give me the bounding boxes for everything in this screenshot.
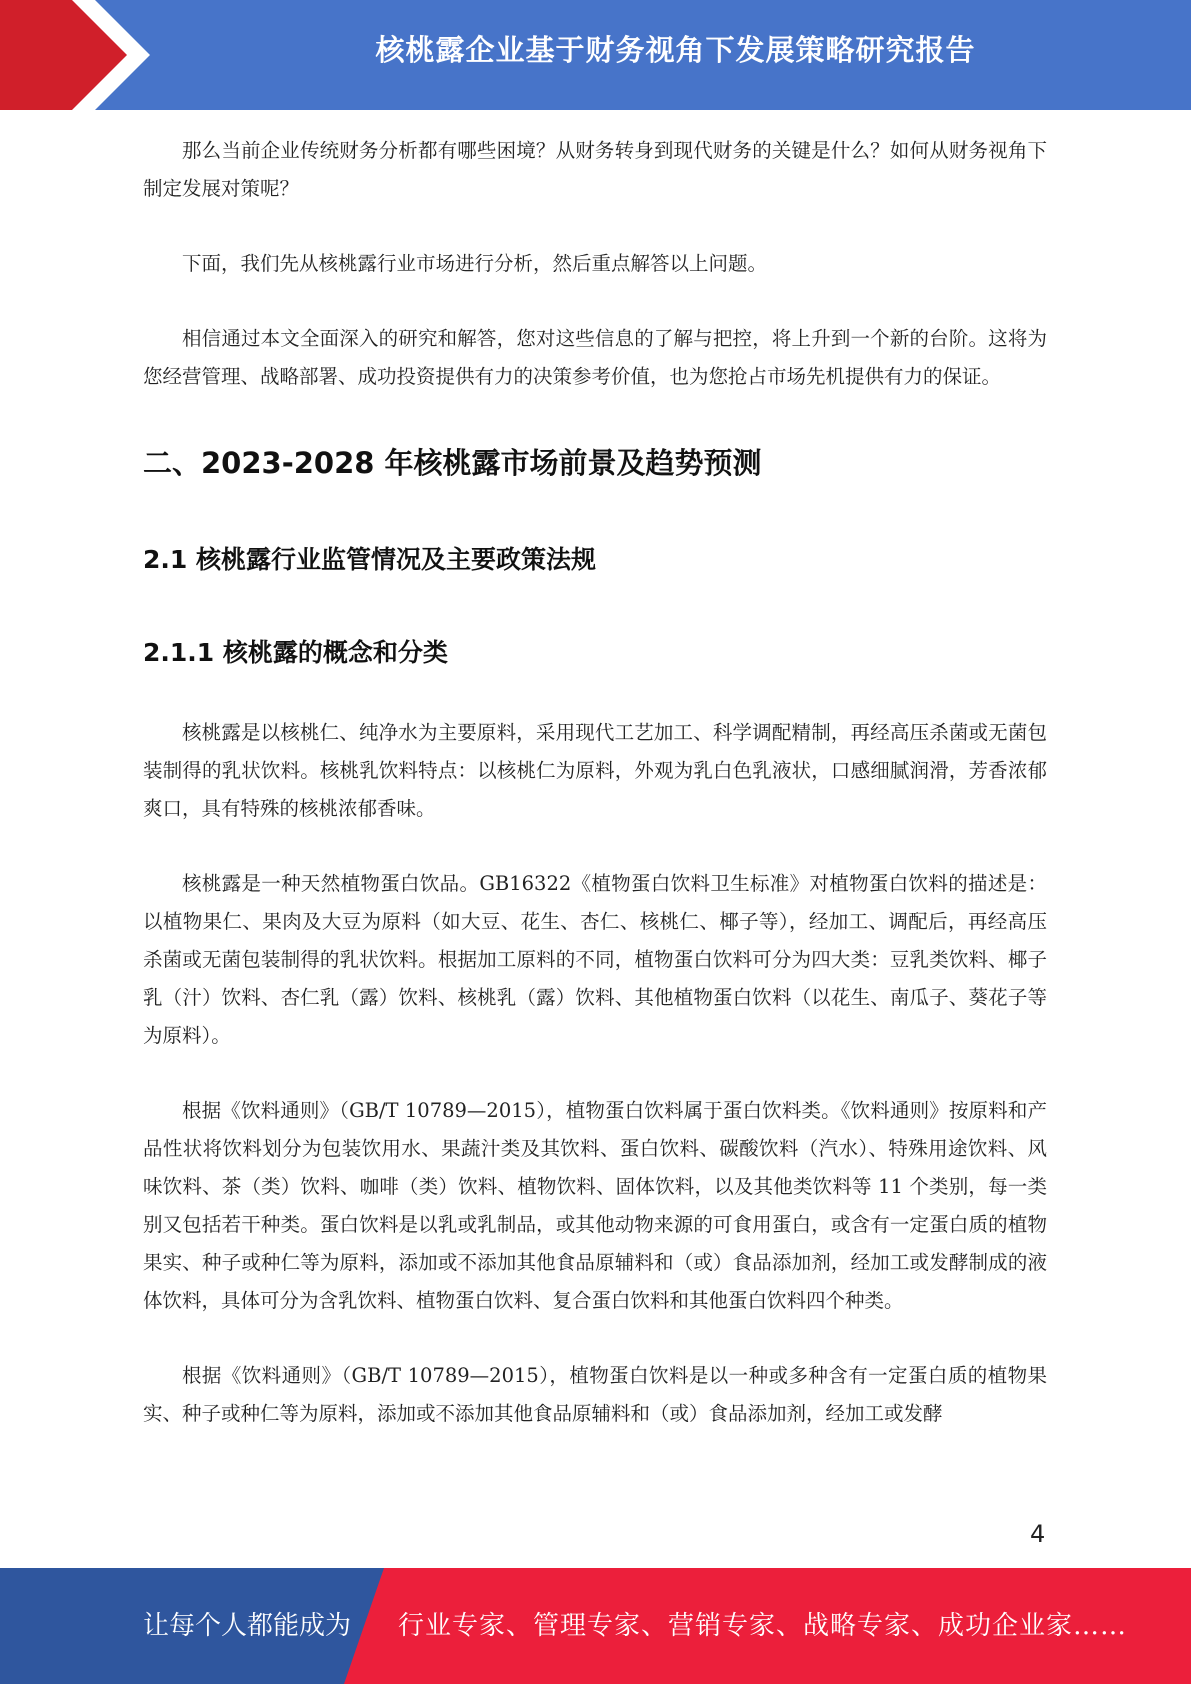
- subsection-heading-2-1-1: 2.1.1 核桃露的概念和分类: [143, 638, 448, 667]
- main-content: [143, 132, 1047, 1433]
- page-footer: [0, 1568, 1191, 1684]
- paragraph-walnut-definition: 核桃露是以核桃仁、纯净水为主要原料，采用现代工艺加工、科学调配精制，再经高压杀菌或无菌包装制得的乳状饮料。核桃乳饮料特点：以核桃仁为原料，外观为乳白色乳液状，口感细腻润滑，芳香浓郁爽口，具有特殊的核桃浓郁香味。: [143, 721, 1047, 820]
- paragraph-beverage-classification: 根据《饮料通则》（GB/T 10789—2015），植物蛋白饮料属于蛋白饮料类。《饮料通则》按原料和产品性状将饮料划分为包装饮用水、果蔬汁类及其饮料、蛋白饮料、碳酸饮料（汽水）、特殊用途饮料、风味饮料、茶（类）饮料、咖啡（类）饮料、植物饮料、固体饮料，以及其他类饮料等 11 个类别，每一类别又包括若干种类。蛋白饮料是以乳或乳制品，或其他动物来源的可食用蛋白，或含有一定蛋白质的植物果实、种子或种仁等为原料，添加或不添加其他食品原辅料和（或）食品添加剂，经加工或发酵制成的液体饮料，具体可分为含乳饮料、植物蛋白饮料、复合蛋白饮料和其他蛋白饮料四个种类。: [143, 1099, 1047, 1312]
- paragraph-intro-questions: 那么当前企业传统财务分析都有哪些困境？从财务转身到现代财务的关键是什么？如何从财务视角下制定发展对策呢？: [143, 139, 1047, 200]
- section-heading-2: 二、2023-2028 年核桃露市场前景及趋势预测: [143, 446, 762, 480]
- header-chevron-decoration: [0, 0, 160, 110]
- page-number: 4: [1030, 1520, 1046, 1548]
- report-title: 核桃露企业基于财务视角下发展策略研究报告: [375, 33, 976, 67]
- paragraph-analysis-plan: 下面，我们先从核桃露行业市场进行分析，然后重点解答以上问题。: [182, 252, 768, 275]
- paragraph-value-statement: 相信通过本文全面深入的研究和解答，您对这些信息的了解与把控，将上升到一个新的台阶。这将为您经营管理、战略部署、成功投资提供有力的决策参考价值，也为您抢占市场先机提供有力的保证。: [143, 327, 1047, 388]
- paragraph-plant-protein-standard: 核桃露是一种天然植物蛋白饮品。GB16322《植物蛋白饮料卫生标准》对植物蛋白饮料的描述是：以植物果仁、果肉及大豆为原料（如大豆、花生、杏仁、核桃仁、椰子等），经加工、调配后，再经高压杀菌或无菌包装制得的乳状饮料。根据加工原料的不同，植物蛋白饮料可分为四大类：豆乳类饮料、椰子乳（汁）饮料、杏仁乳（露）饮料、核桃乳（露）饮料、其他植物蛋白饮料（以花生、南瓜子、葵花子等为原料）。: [143, 872, 1047, 1047]
- page-header: [0, 0, 1191, 110]
- subsection-heading-2-1: 2.1 核桃露行业监管情况及主要政策法规: [143, 545, 596, 574]
- footer-slogan-right: 行业专家、管理专家、营销专家、战略专家、成功企业家……: [398, 1611, 1128, 1641]
- footer-slogan-left: 让每个人都能成为: [143, 1611, 352, 1641]
- paragraph-plant-protein-definition: 根据《饮料通则》（GB/T 10789—2015），植物蛋白饮料是以一种或多种含有一定蛋白质的植物果实、种子或种仁等为原料，添加或不添加其他食品原辅料和（或）食品添加剂，经加工或发酵: [143, 1364, 1047, 1425]
